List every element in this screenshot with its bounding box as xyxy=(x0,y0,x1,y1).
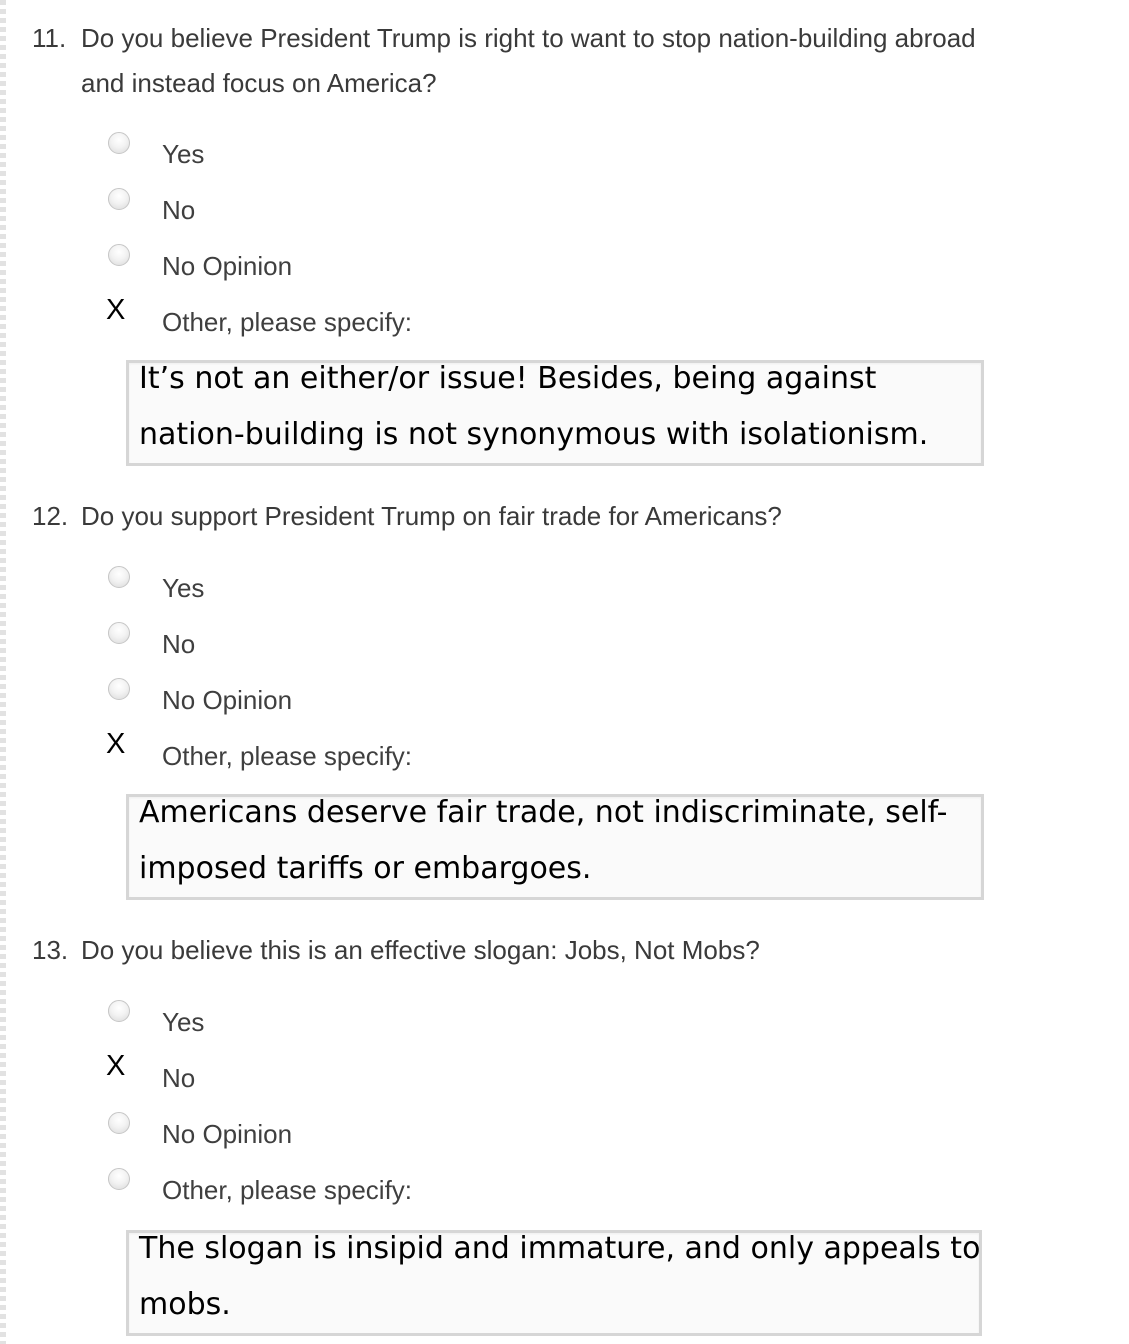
question-number: 13. xyxy=(32,935,69,965)
option-label: No xyxy=(162,629,196,659)
option-yes[interactable] xyxy=(0,1000,900,1056)
option-other[interactable] xyxy=(0,294,900,356)
radio-button[interactable] xyxy=(108,1000,130,1022)
radio-button[interactable] xyxy=(108,244,130,266)
option-label: Other, please specify: xyxy=(162,1175,413,1205)
option-no-opinion[interactable] xyxy=(0,1112,900,1168)
option-label: Other, please specify: xyxy=(162,741,413,771)
radio-button[interactable] xyxy=(108,566,130,588)
radio-button[interactable] xyxy=(108,188,130,210)
radio-button[interactable] xyxy=(108,622,130,644)
question-13-title xyxy=(32,928,1092,973)
other-answer-field[interactable] xyxy=(126,360,984,466)
option-no-opinion[interactable] xyxy=(0,244,900,300)
selected-x-mark[interactable]: X xyxy=(106,1050,126,1082)
option-label: Yes xyxy=(162,573,205,603)
option-no[interactable] xyxy=(0,622,900,678)
option-no[interactable] xyxy=(0,1050,900,1112)
question-text: Do you support President Trump on fair trade for Americans? xyxy=(81,501,782,531)
other-answer-field[interactable] xyxy=(126,1230,982,1336)
question-number: 12. xyxy=(32,501,69,531)
option-other[interactable] xyxy=(0,1168,900,1224)
other-answer-text: The slogan is insipid and immature, and only appeals to mobs. xyxy=(139,1231,981,1322)
selected-x-mark[interactable]: X xyxy=(106,294,126,326)
radio-button[interactable] xyxy=(108,678,130,700)
option-label: Other, please specify: xyxy=(162,307,413,337)
question-text-line-1: Do you believe President Trump is right to want to stop nation-building abroad xyxy=(81,23,976,53)
option-label: Yes xyxy=(162,139,205,169)
option-label: No xyxy=(162,195,196,225)
question-text-line-2: and instead focus on America? xyxy=(81,68,437,98)
option-other[interactable] xyxy=(0,728,900,790)
radio-button[interactable] xyxy=(108,132,130,154)
question-number: 11. xyxy=(32,23,67,53)
selected-x-mark[interactable]: X xyxy=(106,728,126,760)
option-label: No Opinion xyxy=(162,685,293,715)
radio-button[interactable] xyxy=(108,1112,130,1134)
other-answer-field[interactable] xyxy=(126,794,984,900)
question-text: Do you believe this is an effective slogan: Jobs, Not Mobs? xyxy=(81,935,760,965)
question-11-title xyxy=(32,16,1092,106)
option-yes[interactable] xyxy=(0,566,900,622)
option-label: No Opinion xyxy=(162,251,293,281)
option-no-opinion[interactable] xyxy=(0,678,900,734)
option-label: No Opinion xyxy=(162,1119,293,1149)
option-no[interactable] xyxy=(0,188,900,244)
other-answer-text: Americans deserve fair trade, not indiscriminate, self-imposed tariffs or embargoes. xyxy=(139,795,948,886)
option-label: Yes xyxy=(162,1007,205,1037)
option-yes[interactable] xyxy=(0,132,900,188)
other-answer-text: It’s not an either/or issue! Besides, being against nation-building is not synonymous with isolationism. xyxy=(139,361,929,452)
option-label: No xyxy=(162,1063,196,1093)
question-12-title xyxy=(32,494,1092,539)
radio-button[interactable] xyxy=(108,1168,130,1190)
